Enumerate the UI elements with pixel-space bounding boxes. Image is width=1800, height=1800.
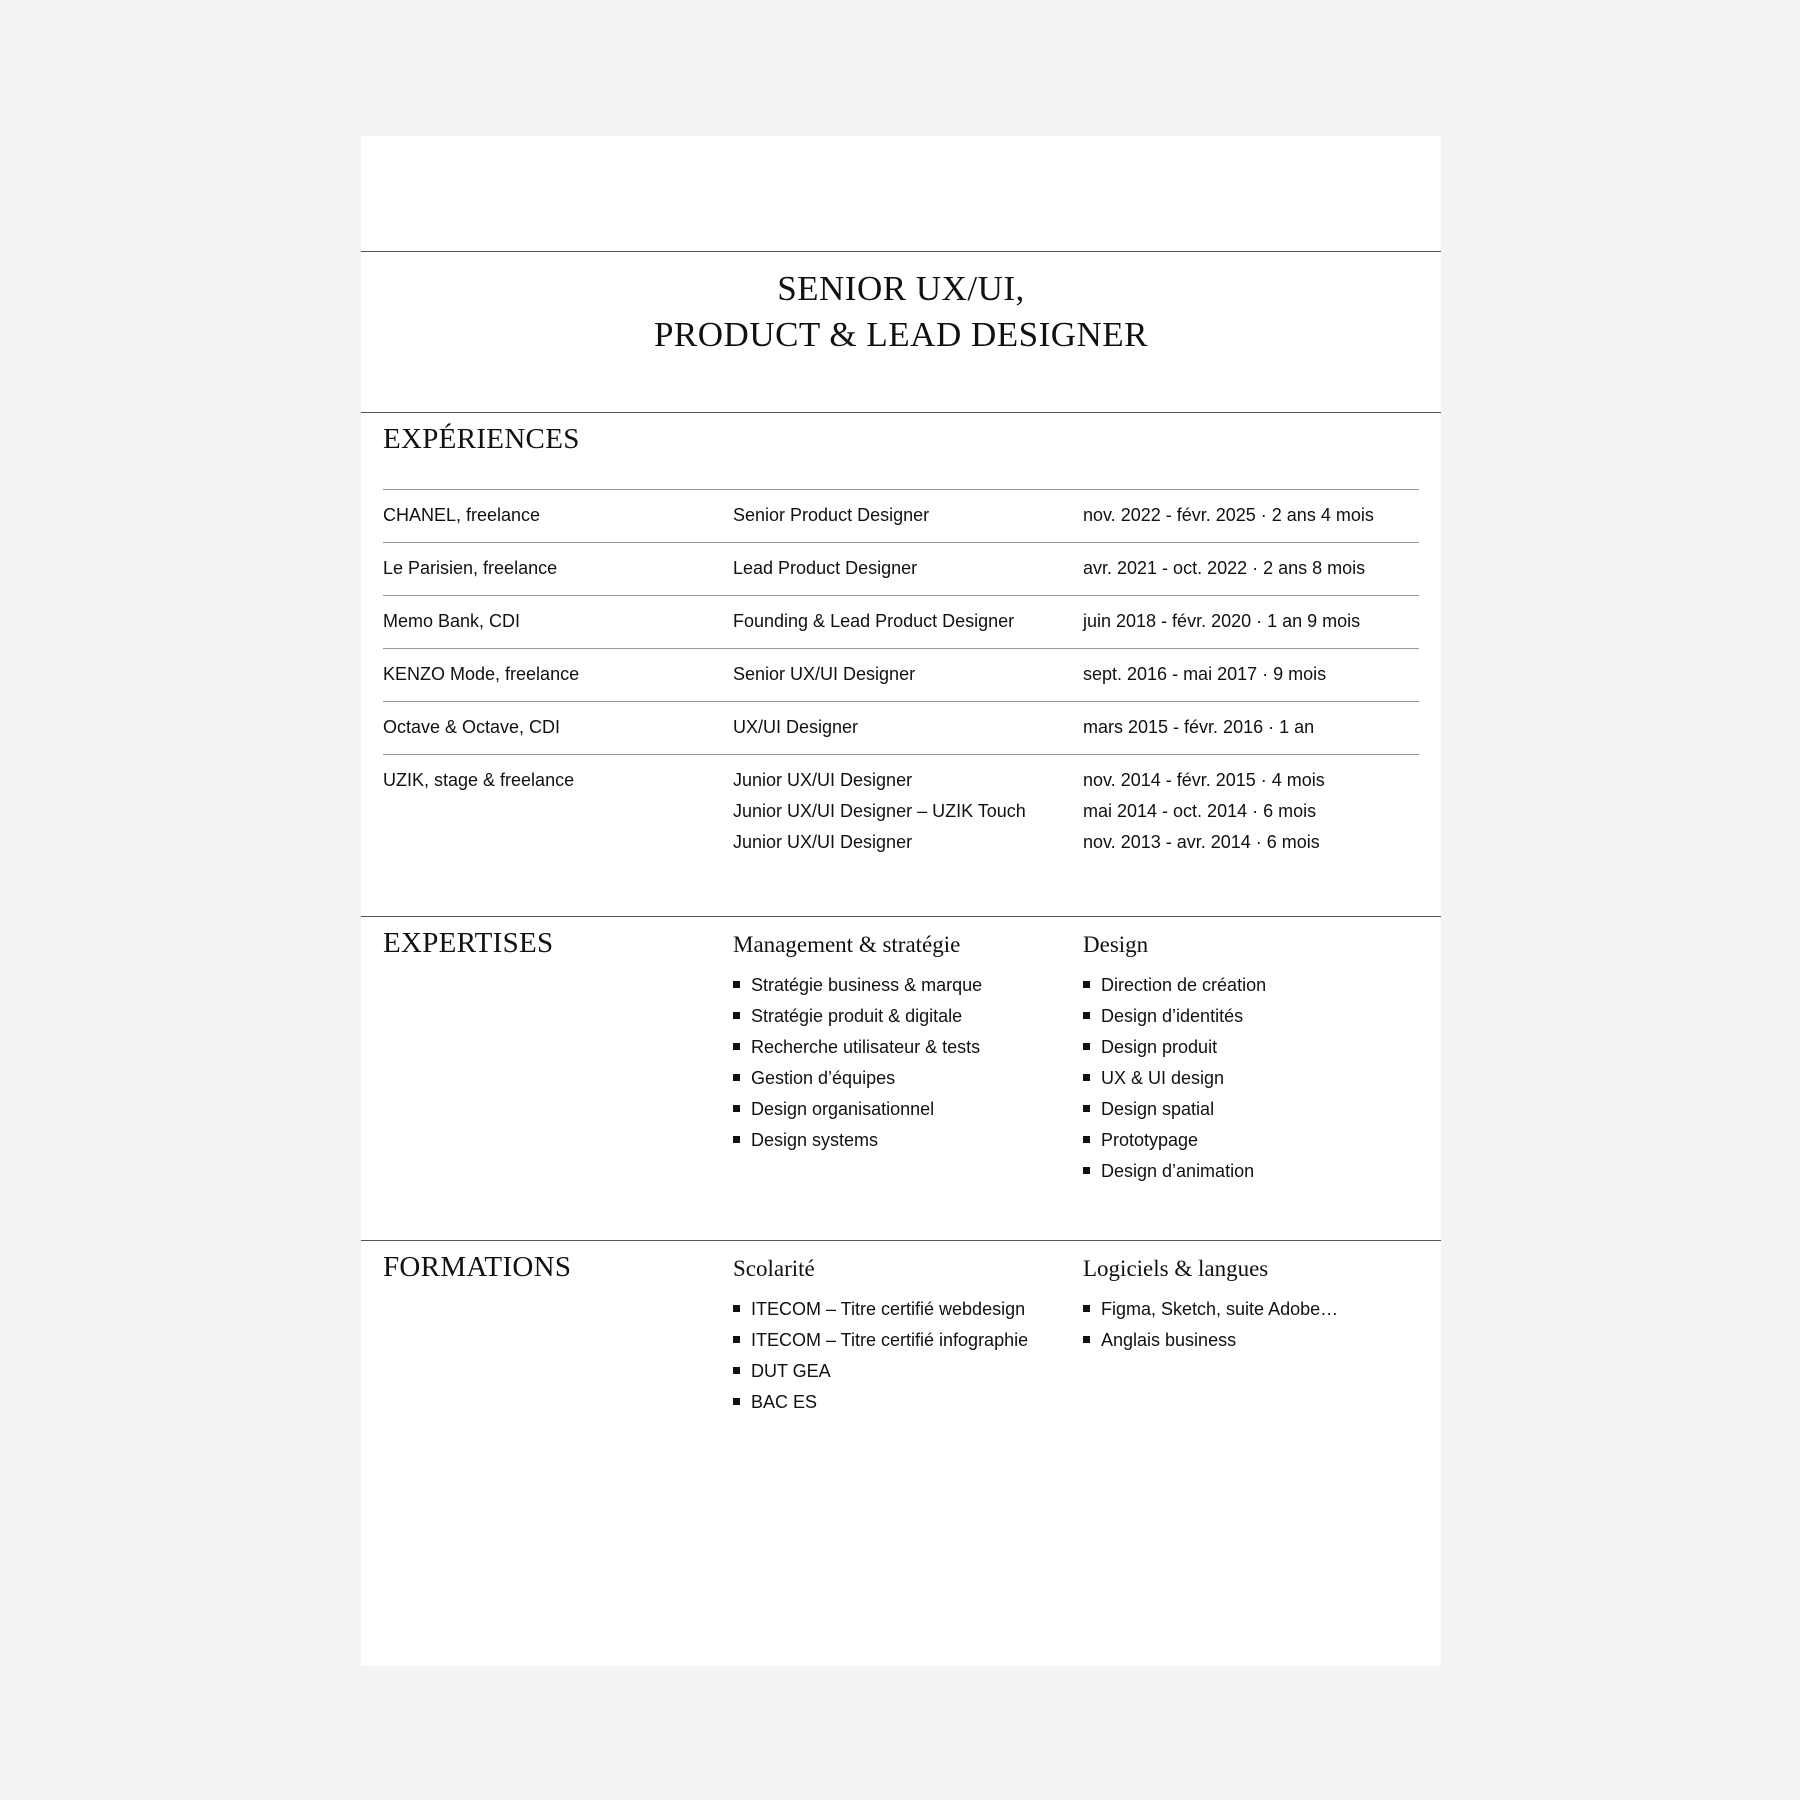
experiences-table (383, 489, 1419, 881)
experience-period: nov. 2014 - févr. 2015 · 4 mois (1083, 770, 1325, 790)
experience-role: Junior UX/UI Designer – UZIK Touch (733, 801, 1026, 821)
list-item (1083, 1037, 1266, 1068)
experience-roles (733, 558, 917, 589)
list-item (1083, 1068, 1266, 1099)
expertise-management-title: Management & stratégie (733, 932, 961, 957)
experience-periods (1083, 664, 1326, 695)
list-item (733, 1130, 982, 1161)
list-item-text: Design organisationnel (751, 1099, 935, 1119)
bullet-square-icon (1083, 1336, 1090, 1343)
list-item (1083, 1161, 1266, 1192)
experience-periods (1083, 770, 1325, 863)
list-item (733, 1099, 982, 1130)
list-item (1083, 1299, 1338, 1330)
list-item-text: Gestion d’équipes (751, 1068, 896, 1088)
list-item (1083, 975, 1266, 1006)
experience-role: Senior UX/UI Designer (733, 664, 916, 684)
bullet-square-icon (1083, 1105, 1090, 1112)
bullet-square-icon (1083, 1136, 1090, 1143)
experience-period: nov. 2022 - févr. 2025 · 2 ans 4 mois (1083, 505, 1374, 525)
experience-roles (733, 770, 1026, 863)
list-item (1083, 1330, 1338, 1361)
experience-role: Junior UX/UI Designer (733, 832, 913, 852)
experience-period: nov. 2013 - avr. 2014 · 6 mois (1083, 832, 1320, 852)
bullet-square-icon (1083, 1012, 1090, 1019)
list-item (1083, 1130, 1266, 1161)
experience-period: mars 2015 - févr. 2016 · 1 an (1083, 717, 1315, 737)
list-item (733, 1330, 1028, 1361)
list-item-text: DUT GEA (751, 1361, 831, 1381)
bullet-square-icon (733, 1043, 740, 1050)
bullet-square-icon (733, 1398, 740, 1405)
list-item (733, 1037, 982, 1068)
divider (361, 251, 1441, 252)
experience-periods (1083, 611, 1360, 642)
experience-roles (733, 664, 915, 695)
divider (361, 916, 1441, 917)
experience-roles (733, 717, 858, 748)
formation-software-list (1083, 1299, 1338, 1361)
experience-company: UZIK, stage & freelance (383, 770, 575, 790)
experience-roles (733, 611, 1014, 642)
list-item (733, 1392, 1028, 1423)
experience-role: UX/UI Designer (733, 717, 859, 737)
bullet-square-icon (733, 1305, 740, 1312)
divider (361, 412, 1441, 413)
page-title (361, 266, 1441, 358)
list-item (733, 975, 982, 1006)
table-row (383, 701, 1419, 754)
table-row (383, 489, 1419, 542)
bullet-square-icon (733, 1074, 740, 1081)
list-item-text: ITECOM – Titre certifié infographie (751, 1330, 1029, 1350)
expertises-heading: EXPERTISES (383, 927, 554, 959)
list-item (733, 1361, 1028, 1392)
bullet-square-icon (733, 1105, 740, 1112)
bullet-square-icon (1083, 1074, 1090, 1081)
experience-period: juin 2018 - févr. 2020 · 1 an 9 mois (1083, 611, 1361, 631)
list-item-text: Figma, Sketch, suite Adobe… (1101, 1299, 1339, 1319)
list-item-text: Design spatial (1101, 1099, 1215, 1119)
list-item (1083, 1099, 1266, 1130)
bullet-square-icon (1083, 981, 1090, 988)
experience-role: Junior UX/UI Designer (733, 770, 913, 790)
list-item-text: UX & UI design (1101, 1068, 1225, 1088)
bullet-square-icon (733, 1367, 740, 1374)
list-item (733, 1068, 982, 1099)
list-item (1083, 1006, 1266, 1037)
experience-company: Octave & Octave, CDI (383, 717, 561, 737)
list-item (733, 1299, 1028, 1330)
resume-page (361, 136, 1441, 1666)
expertise-management-list (733, 975, 982, 1161)
title-line-1: SENIOR UX/UI, (777, 269, 1025, 308)
bullet-square-icon (733, 1012, 740, 1019)
list-item-text: Stratégie business & marque (751, 975, 983, 995)
list-item-text: Design produit (1101, 1037, 1218, 1057)
experience-roles (733, 505, 929, 536)
list-item-text: BAC ES (751, 1392, 818, 1412)
formations-heading: FORMATIONS (383, 1251, 572, 1283)
experience-role: Senior Product Designer (733, 505, 930, 525)
experience-role: Founding & Lead Product Designer (733, 611, 1015, 631)
list-item-text: Stratégie produit & digitale (751, 1006, 963, 1026)
bullet-square-icon (1083, 1167, 1090, 1174)
expertise-design-title: Design (1083, 932, 1149, 957)
formation-software-title: Logiciels & langues (1083, 1256, 1269, 1281)
list-item-text: Design d’animation (1101, 1161, 1255, 1181)
table-row (383, 542, 1419, 595)
experience-periods (1083, 505, 1374, 536)
experience-role: Lead Product Designer (733, 558, 918, 578)
divider (361, 1240, 1441, 1241)
experiences-heading: EXPÉRIENCES (383, 423, 580, 455)
experience-company: Le Parisien, freelance (383, 558, 558, 578)
table-row (383, 595, 1419, 648)
list-item-text: Recherche utilisateur & tests (751, 1037, 981, 1057)
table-row (383, 648, 1419, 701)
formation-schooling-list (733, 1299, 1028, 1423)
bullet-square-icon (733, 1336, 740, 1343)
list-item-text: Direction de création (1101, 975, 1267, 995)
list-item (733, 1006, 982, 1037)
bullet-square-icon (733, 981, 740, 988)
experience-company: KENZO Mode, freelance (383, 664, 580, 684)
list-item-text: Design systems (751, 1130, 879, 1150)
experience-company: CHANEL, freelance (383, 505, 541, 525)
title-line-2: PRODUCT & LEAD DESIGNER (653, 315, 1149, 354)
bullet-square-icon (733, 1136, 740, 1143)
experience-period: sept. 2016 - mai 2017 · 9 mois (1083, 664, 1327, 684)
list-item-text: Design d’identités (1101, 1006, 1244, 1026)
bullet-square-icon (1083, 1305, 1090, 1312)
table-row (383, 754, 1419, 881)
bullet-square-icon (1083, 1043, 1090, 1050)
list-item-text: Prototypage (1101, 1130, 1199, 1150)
experience-period: mai 2014 - oct. 2014 · 6 mois (1083, 801, 1317, 821)
experience-period: avr. 2021 - oct. 2022 · 2 ans 8 mois (1083, 558, 1366, 578)
list-item-text: Anglais business (1101, 1330, 1237, 1350)
experience-periods (1083, 558, 1365, 589)
formation-schooling-title: Scolarité (733, 1256, 815, 1281)
experience-company: Memo Bank, CDI (383, 611, 521, 631)
list-item-text: ITECOM – Titre certifié webdesign (751, 1299, 1026, 1319)
experience-periods (1083, 717, 1314, 748)
expertise-design-list (1083, 975, 1266, 1192)
